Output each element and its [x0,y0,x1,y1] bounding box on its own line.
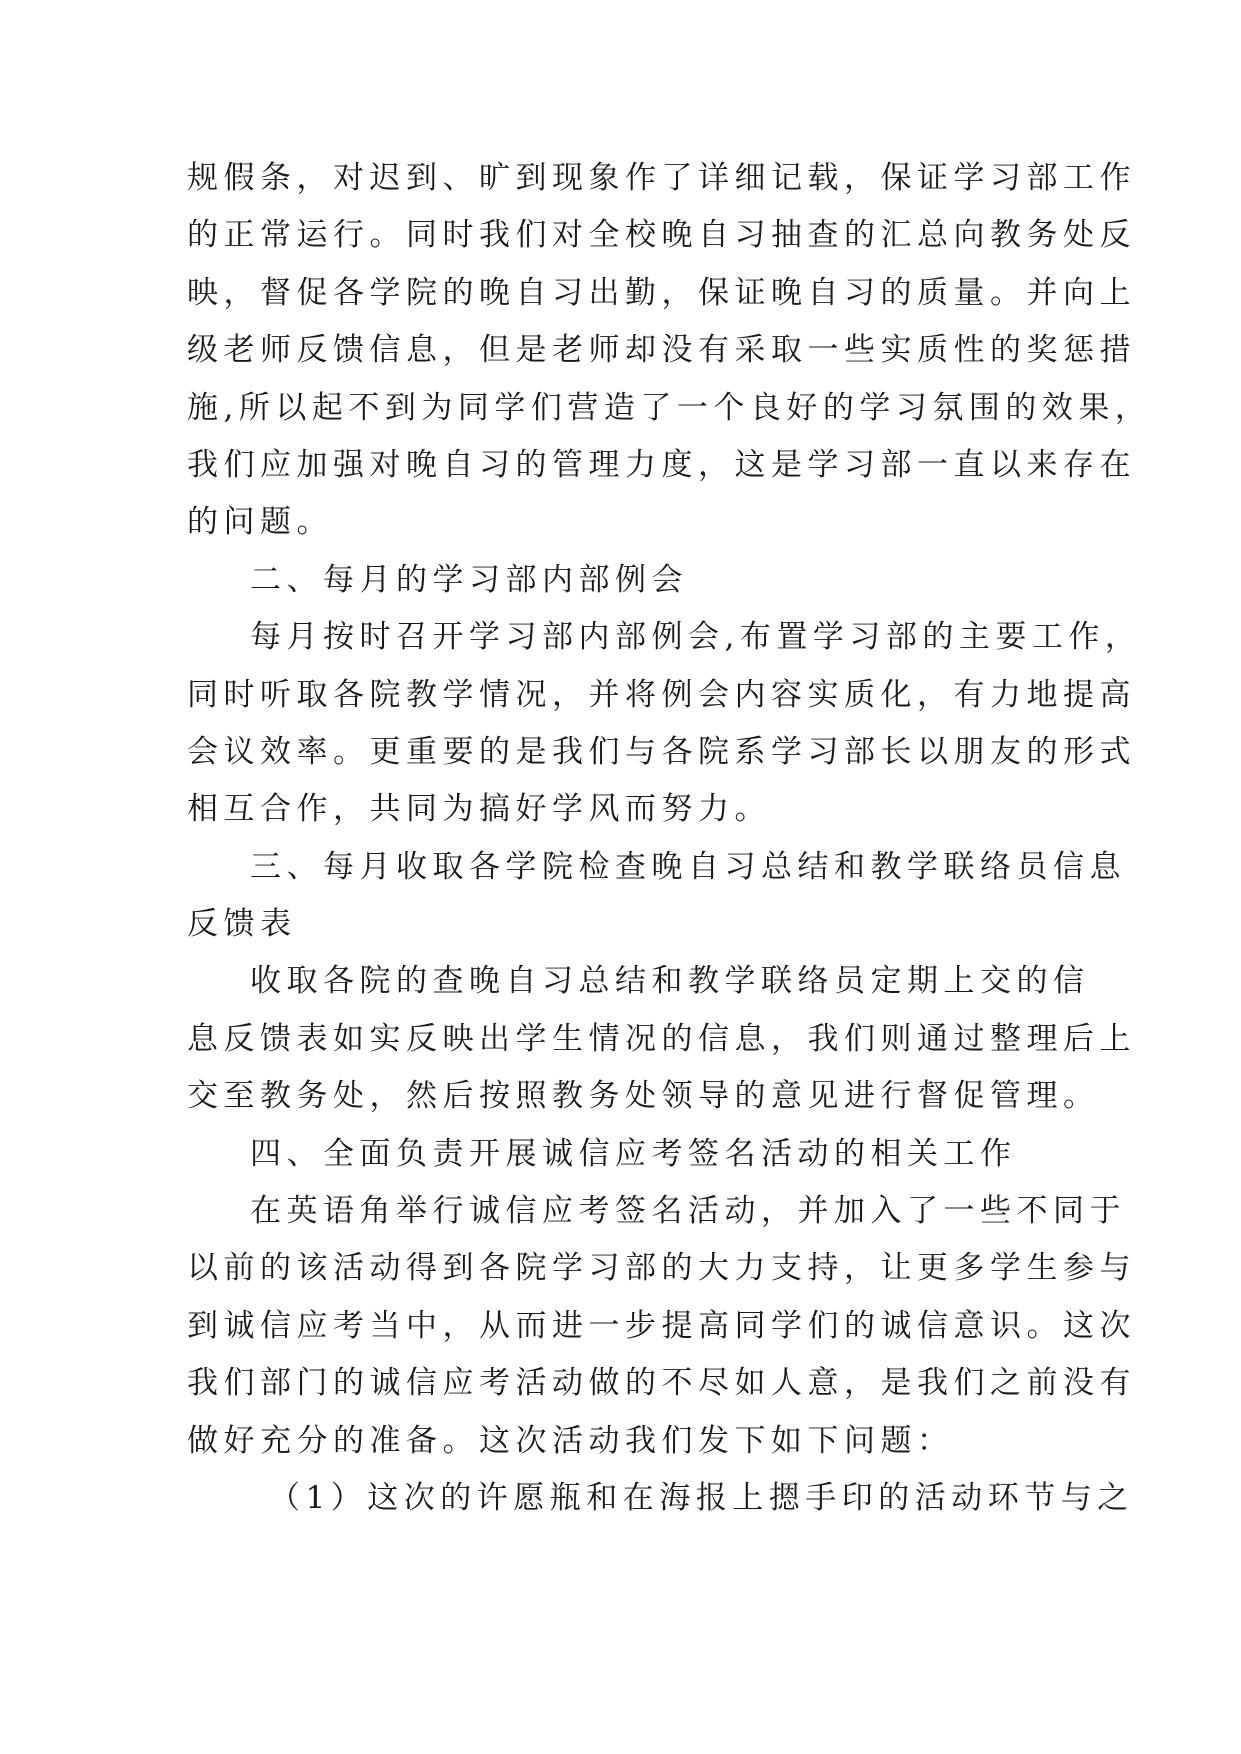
body-text [187,150,1152,1527]
text-line: 每月按时召开学习部内部例会,布置学习部的主要工作， [250,619,1142,656]
section-heading: 三、每月收取各学院检查晚自习总结和教学联络员信息 [250,848,1126,885]
text-line: 相互合作，共同为搞好学风而努力。 [187,791,771,828]
text-line: 的问题。 [187,504,333,541]
text-line: 级老师反馈信息，但是老师却没有采取一些实质性的奖惩措 [187,332,1136,369]
text-line: 会议效率。更重要的是我们与各院系学习部长以朋友的形式 [187,733,1136,770]
text-line: 以前的该活动得到各院学习部的大力支持，让更多学生参与 [187,1250,1136,1287]
section-heading-continuation: 反馈表 [187,906,297,943]
section-heading: 四、全面负责开展诚信应考签名活动的相关工作 [250,1135,1017,1172]
section-heading: 二、每月的学习部内部例会 [250,561,688,598]
text-line: 施,所以起不到为同学们营造了一个良好的学习氛围的效果， [187,389,1152,426]
text-line: 到诚信应考当中，从而进一步提高同学们的诚信意识。这次 [187,1307,1136,1344]
text-line: 做好充分的准备。这次活动我们发下如下问题： [187,1422,954,1459]
text-line: 我们应加强对晚自习的管理力度，这是学习部一直以来存在 [187,446,1136,483]
text-line: 我们部门的诚信应考活动做的不尽如人意，是我们之前没有 [187,1365,1136,1402]
text-line: 映，督促各学院的晚自习出勤，保证晚自习的质量。并向上 [187,274,1136,311]
text-line: 的正常运行。同时我们对全校晚自习抽查的汇总向教务处反 [187,217,1136,254]
text-line: 收取各院的查晚自习总结和教学联络员定期上交的信 [250,963,1090,1000]
text-line: 在英语角举行诚信应考签名活动，并加入了一些不同于 [250,1193,1126,1230]
text-line: 息反馈表如实反映出学生情况的信息，我们则通过整理后上 [187,1020,1136,1057]
text-line: 同时听取各院教学情况，并将例会内容实质化，有力地提高 [187,676,1136,713]
text-line: 交至教务处，然后按照教务处领导的意见进行督促管理。 [187,1078,1100,1115]
text-line: 规假条，对迟到、旷到现象作了详细记载，保证学习部工作 [187,160,1136,196]
list-item: （1）这次的许愿瓶和在海报上摁手印的活动环节与之 [269,1479,1134,1516]
